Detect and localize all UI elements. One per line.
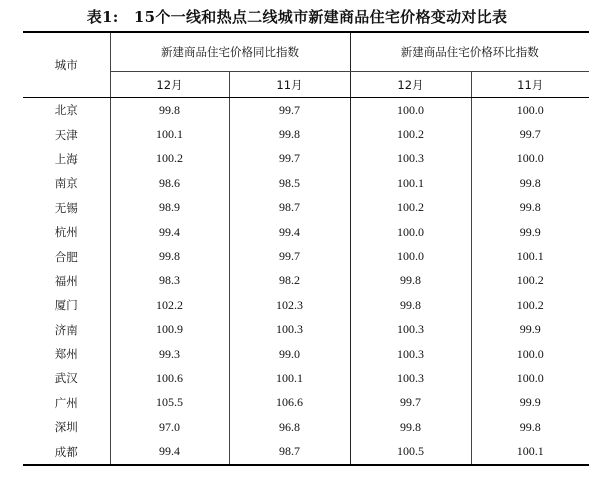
city-cell: 合肥 (54, 249, 78, 264)
mom-dec-cell: 100.0 (350, 98, 471, 123)
table-row (23, 318, 589, 342)
city-cell: 上海 (54, 151, 78, 166)
yoy-dec-cell: 98.3 (110, 269, 229, 293)
yoy-dec-cell: 99.4 (110, 439, 229, 464)
city-cell: 福州 (54, 273, 78, 288)
yoy-dec-cell: 99.3 (110, 342, 229, 366)
mom-nov-cell: 99.8 (471, 196, 589, 220)
yoy-nov-cell: 100.1 (229, 366, 350, 390)
city-cell: 南京 (54, 176, 78, 191)
table-row (23, 171, 589, 195)
mom-dec-cell: 99.7 (350, 391, 471, 415)
city-cell: 杭州 (54, 225, 78, 240)
mom-nov-cell: 99.8 (471, 171, 589, 195)
mom-nov-cell: 100.2 (471, 269, 589, 293)
yoy-dec-cell: 99.4 (110, 220, 229, 244)
yoy-dec-cell: 105.5 (110, 391, 229, 415)
header-yoy-group: 新建商品住宅价格同比指数 (110, 32, 350, 72)
table-row (23, 366, 589, 390)
yoy-dec-cell: 100.9 (110, 318, 229, 342)
table-row (23, 98, 589, 123)
yoy-nov-cell: 98.5 (229, 171, 350, 195)
header-mom-nov: 11月 (471, 72, 589, 98)
mom-nov-cell: 100.0 (471, 98, 589, 123)
mom-nov-cell: 99.9 (471, 391, 589, 415)
table-row (23, 391, 589, 415)
yoy-nov-cell: 100.3 (229, 318, 350, 342)
mom-dec-cell: 100.2 (350, 196, 471, 220)
price-index-table (23, 31, 589, 466)
table-row (23, 220, 589, 244)
city-cell: 深圳 (54, 420, 78, 435)
table-row (23, 342, 589, 366)
mom-dec-cell: 100.3 (350, 147, 471, 171)
mom-dec-cell: 100.2 (350, 122, 471, 146)
mom-dec-cell: 99.8 (350, 415, 471, 439)
table-row (23, 439, 589, 464)
yoy-nov-cell: 102.3 (229, 293, 350, 317)
yoy-dec-cell: 97.0 (110, 415, 229, 439)
yoy-nov-cell: 99.7 (229, 244, 350, 268)
city-cell: 成都 (23, 439, 110, 464)
header-mom-dec: 12月 (350, 72, 471, 98)
yoy-nov-cell: 96.8 (229, 415, 350, 439)
yoy-nov-cell: 98.2 (229, 269, 350, 293)
city-cell: 北京 (54, 103, 78, 118)
mom-nov-cell: 99.8 (471, 415, 589, 439)
city-cell: 厦门 (54, 298, 78, 313)
mom-dec-cell: 100.3 (350, 342, 471, 366)
yoy-dec-cell: 99.8 (110, 244, 229, 268)
table-row (23, 415, 589, 439)
mom-nov-cell: 100.1 (471, 244, 589, 268)
yoy-nov-cell: 99.7 (229, 147, 350, 171)
city-cell: 无锡 (54, 200, 78, 215)
yoy-nov-cell: 99.7 (229, 98, 350, 123)
yoy-dec-cell: 99.8 (110, 98, 229, 123)
yoy-dec-cell: 100.1 (110, 122, 229, 146)
mom-dec-cell: 100.1 (350, 171, 471, 195)
mom-dec-cell: 99.8 (350, 293, 471, 317)
mom-dec-cell: 100.3 (350, 318, 471, 342)
yoy-dec-cell: 98.9 (110, 196, 229, 220)
yoy-dec-cell: 100.6 (110, 366, 229, 390)
mom-nov-cell: 100.0 (471, 342, 589, 366)
mom-dec-cell: 100.0 (350, 220, 471, 244)
yoy-dec-cell: 98.6 (110, 171, 229, 195)
yoy-nov-cell: 106.6 (229, 391, 350, 415)
yoy-nov-cell: 98.7 (229, 439, 350, 464)
table-row (23, 196, 589, 220)
table-row (23, 269, 589, 293)
table-title: 表1: 15个一线和热点二线城市新建商品住宅价格变动对比表 (86, 8, 508, 26)
mom-dec-cell: 100.5 (350, 439, 471, 464)
yoy-nov-cell: 98.7 (229, 196, 350, 220)
mom-nov-cell: 100.1 (471, 439, 589, 464)
header-yoy-dec: 12月 (110, 72, 229, 98)
city-cell: 天津 (54, 127, 78, 142)
mom-nov-cell: 99.7 (471, 122, 589, 146)
mom-nov-cell: 100.0 (471, 366, 589, 390)
header-mom-group: 新建商品住宅价格环比指数 (350, 32, 589, 72)
mom-dec-cell: 100.3 (350, 366, 471, 390)
city-cell: 武汉 (54, 371, 78, 386)
yoy-dec-cell: 100.2 (110, 147, 229, 171)
city-cell: 广州 (54, 395, 78, 410)
yoy-nov-cell: 99.0 (229, 342, 350, 366)
header-yoy-nov: 11月 (229, 72, 350, 98)
yoy-dec-cell: 102.2 (110, 293, 229, 317)
header-city: 城市 (23, 32, 110, 98)
mom-nov-cell: 100.0 (471, 147, 589, 171)
mom-nov-cell: 99.9 (471, 220, 589, 244)
mom-nov-cell: 99.9 (471, 318, 589, 342)
yoy-nov-cell: 99.4 (229, 220, 350, 244)
table-body (23, 98, 589, 465)
table-row (23, 244, 589, 268)
mom-dec-cell: 99.8 (350, 269, 471, 293)
table-row (23, 147, 589, 171)
mom-nov-cell: 100.2 (471, 293, 589, 317)
yoy-nov-cell: 99.8 (229, 122, 350, 146)
table-row (23, 293, 589, 317)
city-cell: 济南 (54, 322, 78, 337)
mom-dec-cell: 100.0 (350, 244, 471, 268)
city-cell: 郑州 (54, 347, 78, 362)
table-row (23, 122, 589, 146)
